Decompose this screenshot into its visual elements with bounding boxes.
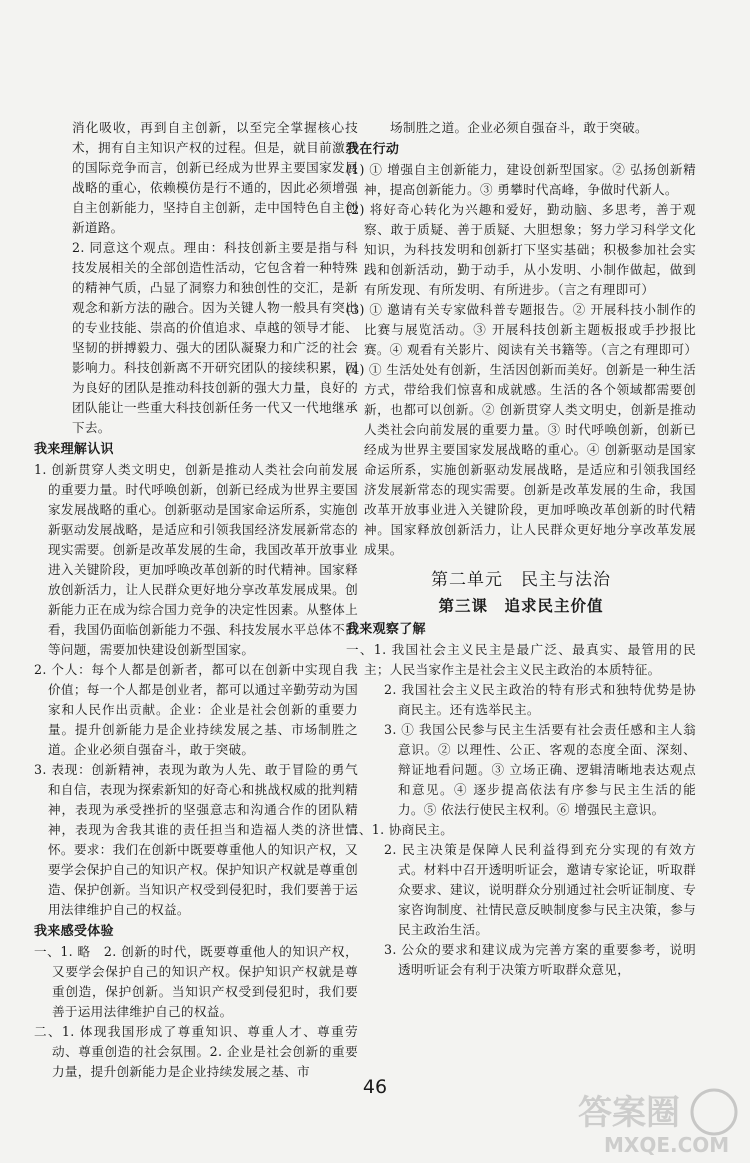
action-item-4: (4) ① 生活处处有创新，生活因创新而美好。创新是一种生活方式，带给我们惊喜和成就感。生活的各个领域都需要创新，也都可以创新。② 创新贯穿人类文明史，创新是推动人类社会向前发展的重要力量。③ 时代呼唤创新，创新已经成为世界主要国家发展战略的重心。④ 创新驱动是国家命运所系，实施创新驱动发展战略，是适应和引领我国经济发展新常态的现实需要。创新是改革发展的生命，我国改革开放事业进入关键阶段，更加呼唤改革创新的时代精神。国家释放创新活力，让人民群众更好地分享改革发展成果。	[346, 362, 696, 557]
right-continuation: 场制胜之道。企业必须自强奋斗，敢于突破。	[390, 120, 648, 135]
understand-item-3: 3. 表现：创新精神，表现为敢为人先、敢于冒险的勇气和自信，表现为探索新知的好奇心和挑战权威的批判精神，表现为承受挫折的坚强意志和沟通合作的团队精神，表现为舍我其谁的责任担当和造福人类的济世情怀。要求：我们在创新中既要尊重他人的知识产权，又要学会保护自己的知识产权。保护知识产权就是尊重创造、保护创新。当知识产权受到侵犯时，我们要善于运用法律维护自己的权益。	[34, 762, 358, 917]
lesson-title: 第三课 追求民主价值	[438, 597, 604, 615]
action-item-3: (3) ① 邀请有关专家做科普专题报告。② 开展科技小制作的比赛与展览活动。③ 开展科技创新主题板报或手抄报比赛。④ 观看有关影片、阅读有关书籍等。（言之有理即可）	[346, 302, 698, 357]
watermark-text-1: 答案圈	[578, 1093, 680, 1133]
left-item-2: 2. 同意这个观点。理由：科技创新主要是指与科技发展相关的全部创造性活动，它包含着一种特殊的精神气质，凸显了洞察力和独创性的交汇，是新观念和新方法的融合。因为关键人物一般具有突出的专业技能、崇高的价值追求、卓越的领导才能、坚韧的拼搏毅力、强大的团队凝聚力和广泛的社会影响力。科技创新离不开研究团队的接续积累，因为良好的团队是推动科技创新的强大力量，良好的团队能让一些重大科技创新任务一代又一代地继承下去。	[72, 240, 358, 435]
understand-item-1: 1. 创新贯穿人类文明史，创新是推动人类社会向前发展的重要力量。时代呼唤创新，创新已经成为世界主要国家发展战略的重心。创新驱动是国家命运所系，实施创新驱动发展战略，是适应和引领我国经济发展新常态的现实需要。创新是改革发展的生命，我国改革开放事业进入关键阶段，更加呼唤改革创新的时代精神。国家释放创新活力，让人民群众更好地分享改革发展成果。创新能力正在成为综合国力竞争的决定性因素。从整体上看，我国仍面临创新能力不强、科技发展水平总体不高等问题，需要加快建设创新型国家。	[34, 462, 358, 657]
experience-part-2: 二、1. 体现我国形成了尊重知识、尊重人才、尊重劳动、尊重创造的社会氛围。2. 企业是社会创新的重要力量，提升创新能力是企业持续发展之基、市	[34, 1024, 358, 1079]
understand-item-2: 2. 个人：每个人都是创新者，都可以在创新中实现自我价值；每一个人都是创业者，都可以通过辛勤劳动为国家和人民作出贡献。企业：企业是社会创新的重要力量。提升创新能力是企业持续发展之基、市场制胜之道。企业必须自强奋斗，敢于突破。	[34, 662, 358, 757]
heading-understand: 我来理解认识	[34, 442, 114, 457]
heading-action: 我在行动	[346, 142, 400, 157]
left-intro-paragraph: 消化吸收，再到自主创新，以至完全掌握核心技术，拥有自主知识产权的过程。但是，就目前激烈的国际竞争而言，创新已经成为世界主要国家发展战略的重心，依赖模仿是行不通的，因此必须增强自主创新能力，坚持自主创新，走中国特色自主创新道路。	[72, 120, 358, 235]
heading-observe: 我来观察了解	[346, 622, 426, 637]
page-number: 46	[362, 1076, 388, 1098]
unit-title: 第二单元 民主与法治	[431, 570, 611, 590]
action-item-2: (2) 将好奇心转化为兴趣和爱好，勤动脑、多思考，善于观察、敢于质疑、善于质疑、大胆想象；努力学习科学文化知识，为科技发明和创新打下坚实基础；积极参加社会实践和创新活动，勤于动手，从小发明、小制作做起，做到有所发现、有所发明、有所进步。（言之有理即可）	[346, 202, 696, 297]
watermark-logo	[574, 1084, 744, 1158]
practice-item-3: 3. 公众的要求和建议成为完善方案的重要参考，说明透明听证会有利于决策方听取群众意见，	[384, 942, 696, 977]
right-column	[346, 118, 696, 980]
observe-item-1: 一、1. 我国社会主义民主是最广泛、最真实、最管用的民主；人民当家作主是社会主义民主政治的本质特征。	[346, 642, 696, 677]
left-column	[34, 118, 358, 1082]
observe-item-2: 2. 我国社会主义民主政治的特有形式和独特优势是协商民主。还有选举民主。	[384, 682, 696, 717]
watermark-text-2: MXQE.COM	[604, 1133, 730, 1157]
heading-experience: 我来感受体验	[34, 924, 114, 939]
practice-item-2: 2. 民主决策是保障人民利益得到充分实现的有效方式。材料中召开透明听证会，邀请专家论证，听取群众要求、建议，说明群众分别通过社会听证制度、专家咨询制度、社情民意反映制度参与民主决策，参与民主政治生活。	[384, 842, 696, 937]
practice-item-1: 二、1. 协商民主。	[346, 822, 454, 837]
action-item-1: (1) ① 增强自主创新能力，建设创新型国家。② 弘扬创新精神，提高创新能力。③ 勇攀时代高峰，争做时代新人。	[346, 162, 696, 197]
observe-item-3: 3. ① 我国公民参与民主生活要有社会责任感和主人翁意识。② 以理性、公正、客观的态度全面、深刻、辩证地看问题。③ 立场正确、逻辑清晰地表达观点和意见。④ 逐步提高依法有序参与民主生活的能力。⑤ 依法行使民主权利。⑥ 增强民主意识。	[384, 722, 696, 817]
experience-part-1: 一、1. 略 2. 创新的时代，既要尊重他人的知识产权，又要学会保护自己的知识产权。保护知识产权就是尊重创造，保护创新。当知识产权受到侵犯时，我们要善于运用法律维护自己的权益。	[34, 944, 358, 1019]
